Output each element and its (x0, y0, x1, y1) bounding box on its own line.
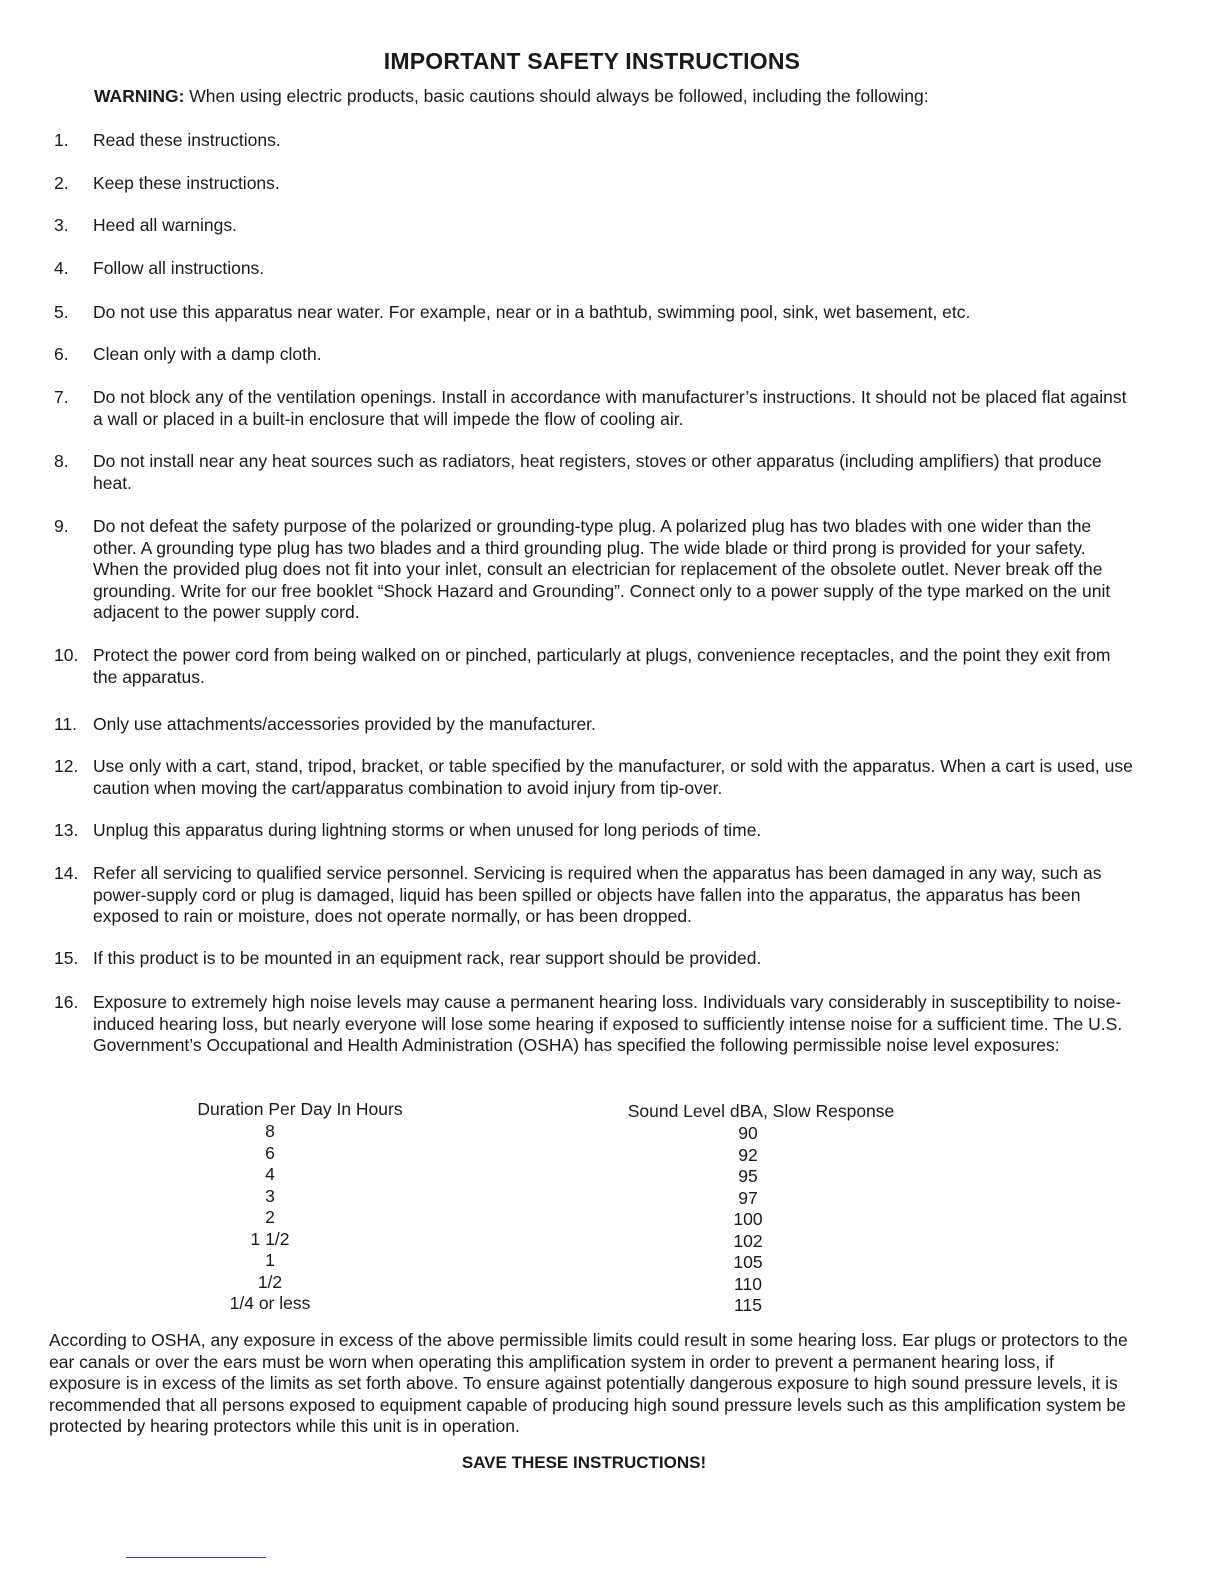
table-cell-duration: 1/4 or less (229, 1293, 311, 1313)
table-cell-duration: 1/2 (257, 1271, 283, 1292)
item-text: Do not block any of the ventilation openings. Install in accordance with manufacturer’s instructions. It should not be placed flat against a wall or placed in a built-in enclosure that will impede the flow of cooling air. (93, 387, 1127, 429)
item-number: 12. (54, 756, 79, 776)
item-text: Keep these instructions. (93, 173, 280, 193)
table-cell-level: 95 (738, 1166, 758, 1186)
item-number: 15. (54, 948, 79, 968)
item-text: Refer all servicing to qualified service personnel. Servicing is required when the apparatus has been damaged in any way, such as power-supply cord or plug is damaged, liquid has been spilled or objects have fallen into the apparatus, the apparatus has been exposed to rain or moisture, does not operate normally, or has been dropped. (93, 863, 1102, 926)
item-text: Protect the power cord from being walked on or pinched, particularly at plugs, convenience receptacles, and the point they exit from the apparatus. (93, 645, 1111, 687)
footer-divider (126, 1557, 266, 1558)
item-text: Read these instructions. (93, 130, 281, 150)
item-number: 16. (54, 992, 79, 1012)
item-text: Follow all instructions. (93, 258, 265, 278)
item-number: 3. (54, 215, 69, 235)
item-text: Use only with a cart, stand, tripod, bracket, or table specified by the manufacturer, or sold with the apparatus. When a cart is used, use caution when moving the cart/apparatus combination to avoid injury from tip-over. (93, 756, 1133, 798)
table-cell-duration: 4 (265, 1164, 275, 1184)
closing-paragraph: According to OSHA, any exposure in excess of the above permissible limits could result in some hearing loss. Ear plugs or protectors to the ear canals or over the ears must be worn when operating this amplification system in order to prevent a permanent hearing loss, if exposure is in excess of the limits as set forth above. To ensure against potentially dangerous exposure to high sound pressure levels, it is recommended that all persons exposed to equipment capable of producing high sound pressure levels such as this amplification system be protected by hearing protectors while this unit is in operation. (49, 1330, 1128, 1436)
table-cell-level: 115 (734, 1295, 762, 1315)
warning-text: When using electric products, basic cautions should always be followed, including the following: (184, 86, 929, 106)
table-header-sound-level: Sound Level dBA, Slow Response (627, 1101, 895, 1121)
table-cell-level: 105 (733, 1252, 763, 1272)
table-cell-level: 102 (733, 1230, 763, 1251)
item-text: Heed all warnings. (93, 215, 237, 235)
table-cell-level: 92 (738, 1144, 758, 1165)
table-cell-level: 110 (734, 1273, 762, 1294)
table-cell-duration: 3 (265, 1185, 275, 1206)
item-number: 9. (54, 516, 69, 536)
table-cell-duration: 1 1/2 (250, 1228, 290, 1249)
table-cell-level: 97 (738, 1187, 758, 1208)
item-number: 5. (54, 302, 69, 322)
save-instructions-heading: SAVE THESE INSTRUCTIONS! (461, 1453, 707, 1472)
warning-label: WARNING: (94, 86, 185, 106)
table-cell-duration: 8 (265, 1121, 275, 1141)
item-number: 8. (54, 451, 69, 471)
item-text: Do not use this apparatus near water. For example, near or in a bathtub, swimming pool, sink, wet basement, etc. (93, 302, 971, 322)
table-header-duration: Duration Per Day In Hours (197, 1099, 403, 1119)
item-number: 14. (54, 863, 79, 883)
item-number: 13. (54, 820, 79, 840)
item-number: 2. (54, 173, 69, 193)
table-cell-level: 90 (738, 1123, 758, 1143)
item-number: 6. (54, 344, 69, 364)
table-cell-duration: 6 (265, 1142, 275, 1163)
item-number: 7. (54, 387, 69, 407)
item-number: 10. (54, 645, 79, 665)
item-text: Unplug this apparatus during lightning storms or when unused for long periods of time. (93, 820, 762, 840)
table-cell-duration: 1 (265, 1250, 275, 1270)
item-text: Only use attachments/accessories provided by the manufacturer. (93, 714, 596, 734)
table-cell-duration: 2 (265, 1207, 275, 1227)
duration-column (170, 1121, 370, 1315)
item-number: 4. (54, 258, 69, 278)
item-text: Do not defeat the safety purpose of the polarized or grounding-type plug. A polarized plug has two blades with one wider than the other. A grounding type plug has two blades and a third grounding plug. The wide blade or third prong is provided for your safety. When the provided plug does not fit into your inlet, consult an electrician for replacement of the obsolete outlet. Never break off the grounding. Write for our free booklet “Shock Hazard and Grounding”. Connect only to a power supply of the type marked on the unit adjacent to the power supply cord. (93, 516, 1111, 622)
item-text: Do not install near any heat sources such as radiators, heat registers, stoves or other apparatus (including amplifiers) that produce heat. (93, 451, 1102, 493)
sound-level-column (698, 1123, 798, 1317)
warning-paragraph (94, 86, 929, 107)
item-text: Exposure to extremely high noise levels may cause a permanent hearing loss. Individuals vary considerably in susceptibility to noise-induced hearing loss, but nearly everyone will lose some hearing if exposed to sufficiently intense noise for a sufficient time. The U.S. Government’s Occupational and Health Administration (OSHA) has specified the following permissible noise level exposures: (93, 992, 1123, 1055)
item-text: If this product is to be mounted in an equipment rack, rear support should be provided. (93, 948, 762, 968)
page-title: IMPORTANT SAFETY INSTRUCTIONS (383, 48, 801, 74)
item-number: 1. (54, 130, 69, 150)
item-number: 11. (54, 714, 78, 734)
item-text: Clean only with a damp cloth. (93, 344, 322, 364)
table-cell-level: 100 (733, 1209, 763, 1229)
